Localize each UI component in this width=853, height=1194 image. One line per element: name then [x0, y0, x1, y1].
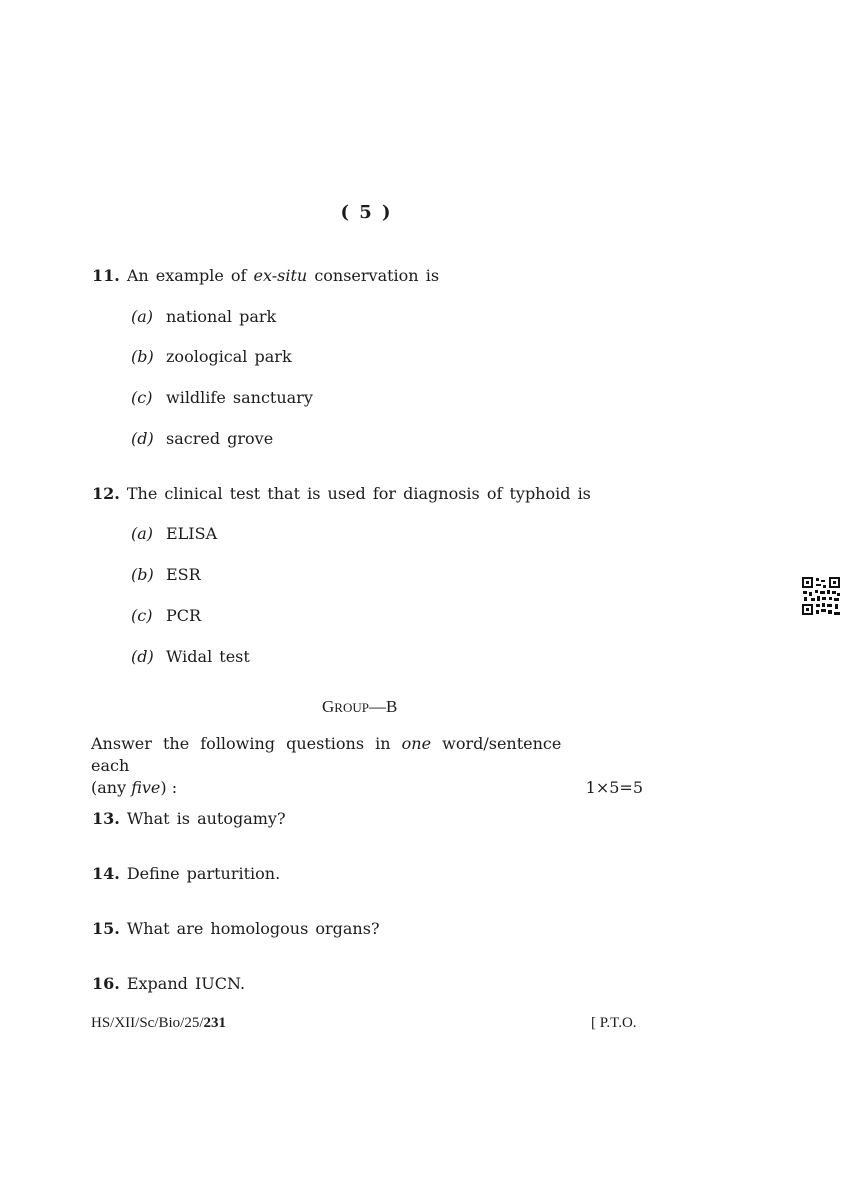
- instruction-italic: one: [401, 734, 432, 753]
- q12-option-b: [131, 565, 201, 584]
- instruction-italic: five: [131, 778, 161, 797]
- option-label: (d): [131, 647, 154, 666]
- question-number: 14.: [92, 864, 120, 883]
- option-label: (b): [131, 565, 154, 584]
- question-12: [92, 484, 591, 503]
- option-label: (c): [131, 606, 153, 625]
- question-number: 16.: [92, 974, 120, 993]
- instruction-line-1-words: [91, 733, 603, 777]
- q12-option-d: [131, 647, 250, 666]
- q11-option-b: [131, 347, 292, 366]
- question-text: Define parturition.: [126, 864, 281, 883]
- instruction-line-2: [91, 777, 643, 799]
- option-text: sacred grove: [166, 429, 274, 448]
- option-label: (b): [131, 347, 154, 366]
- paper-code-number: 231: [203, 1015, 227, 1031]
- paper-code: [91, 1015, 226, 1032]
- option-text: national park: [166, 307, 277, 326]
- q11-option-d: [131, 429, 273, 448]
- question-text-post: conservation is: [307, 266, 440, 285]
- qr-code-icon: [802, 577, 840, 615]
- q12-option-a: [131, 524, 217, 543]
- option-label: (a): [131, 307, 154, 326]
- question-number: 11.: [92, 266, 120, 285]
- question-number: 12.: [92, 484, 120, 503]
- instruction-text: Answer the following questions in: [91, 734, 402, 753]
- instruction-text: (any: [91, 778, 132, 797]
- q11-option-a: [131, 307, 276, 326]
- q11-option-c: [131, 388, 313, 407]
- option-text: PCR: [166, 606, 202, 625]
- instruction-line-2-words: [91, 777, 177, 799]
- option-text: ELISA: [166, 524, 218, 543]
- question-13: [92, 809, 286, 828]
- group-rest: ROUP: [334, 700, 369, 715]
- question-text: What are homologous organs?: [126, 919, 380, 938]
- question-text: Expand IUCN.: [126, 974, 246, 993]
- option-text: Widal test: [166, 647, 250, 666]
- instruction-text: word/sentence each: [91, 734, 562, 775]
- question-text-italic: ex-situ: [253, 266, 308, 285]
- paper-code-prefix: HS/XII/Sc/Bio/25/: [91, 1015, 204, 1031]
- option-text: wildlife sanctuary: [166, 388, 313, 407]
- option-label: (c): [131, 388, 153, 407]
- instruction-text: ) :: [160, 778, 178, 797]
- question-text: What is autogamy?: [126, 809, 286, 828]
- question-14: [92, 864, 280, 883]
- instruction-line-1: [91, 733, 603, 777]
- q12-option-c: [131, 606, 201, 625]
- question-15: [92, 919, 380, 938]
- option-label: (d): [131, 429, 154, 448]
- marks: 1×5=5: [585, 778, 643, 797]
- question-number: 13.: [92, 809, 120, 828]
- question-number: 15.: [92, 919, 120, 938]
- group-initial: G: [322, 697, 335, 716]
- pto-label: [ P.T.O.: [591, 1015, 637, 1031]
- group-instruction: [91, 733, 643, 799]
- option-text: zoological park: [166, 347, 292, 366]
- question-text: The clinical test that is used for diagnosis of typhoid is: [126, 484, 591, 503]
- question-11: [92, 266, 439, 285]
- question-16: [92, 974, 245, 993]
- question-text-pre: An example of: [126, 266, 254, 285]
- group-suffix: —B: [368, 697, 398, 716]
- page-number: ( 5 ): [340, 202, 393, 223]
- option-label: (a): [131, 524, 154, 543]
- group-heading: [322, 697, 397, 717]
- option-text: ESR: [166, 565, 201, 584]
